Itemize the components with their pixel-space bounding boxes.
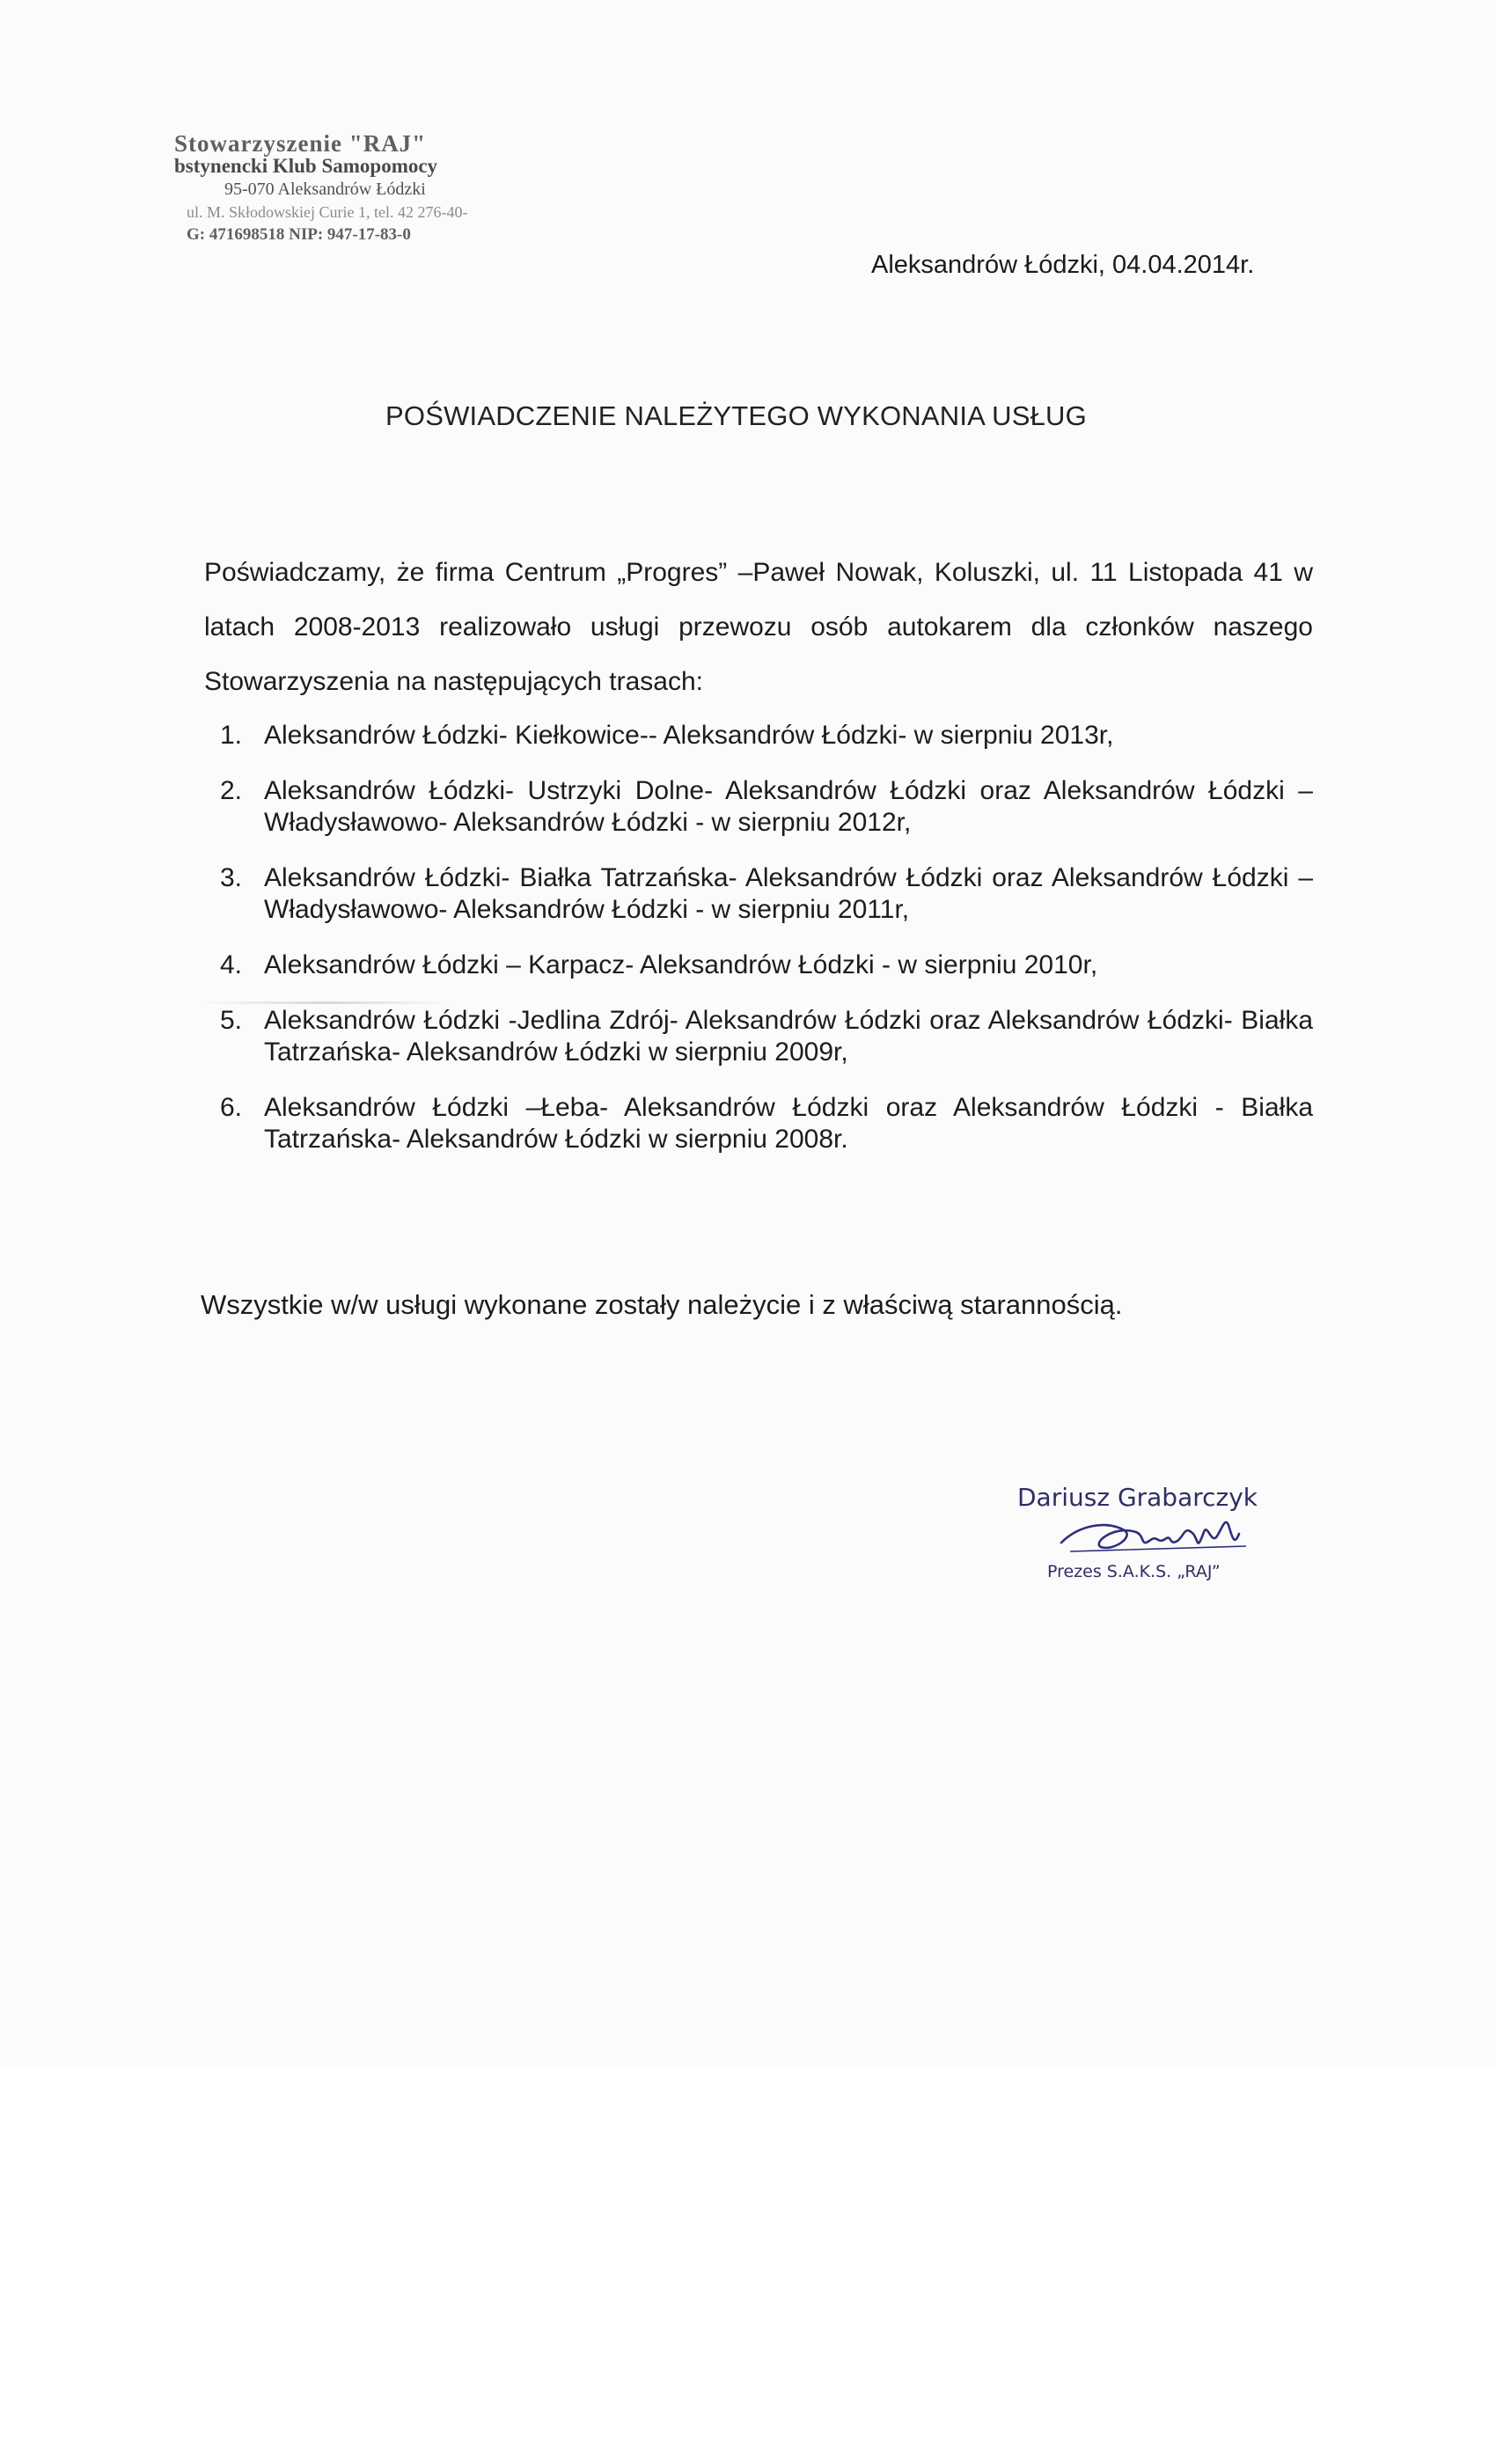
stamp-line-ids: G: 471698518 NIP: 947-17-83-0 [187,225,411,244]
list-item [220,1092,1313,1155]
document-date: Aleksandrów Łódzki, 04.04.2014r. [871,251,1255,279]
closing-statement: Wszystkie w/w usługi wykonane zostały należycie i z właściwą starannością. [201,1289,1123,1320]
stamp-line-club: bstynencki Klub Samopomocy [174,155,438,177]
list-item-number: 6. [220,1093,243,1122]
list-item-text: Aleksandrów Łódzki- Ustrzyki Dolne- Aleksandrów Łódzki oraz Aleksandrów Łódzki –Władysławowo- Aleksandrów Łódzki - w sierpniu 2012r, [264,776,1313,837]
list-item [220,775,1313,839]
list-item-text: Aleksandrów Łódzki- Białka Tatrzańska- Aleksandrów Łódzki oraz Aleksandrów Łódzki –Władysławowo- Aleksandrów Łódzki - w sierpniu 2011r, [264,863,1313,924]
handwritten-signature [1052,1499,1255,1569]
list-item [220,1005,1313,1068]
stamp-line-name: Stowarzyszenie "RAJ" [174,130,427,157]
organization-stamp [174,132,553,246]
signatory-name: Dariusz Grabarczyk [1017,1483,1258,1512]
list-item-number: 4. [220,950,243,979]
list-item-number: 1. [220,721,243,750]
list-item [220,720,1313,752]
list-item [220,950,1313,981]
list-item-text: Aleksandrów Łódzki -Jedlina Zdrój- Aleksandrów Łódzki oraz Aleksandrów Łódzki- Białka Tatrzańska- Aleksandrów Łódzki w sierpniu 2009r, [264,1006,1313,1067]
routes-list [220,720,1313,1179]
list-item-text: Aleksandrów Łódzki- Kiełkowice-- Aleksandrów Łódzki- w sierpniu 2013r, [264,721,1114,750]
document-title: POŚWIADCZENIE NALEŻYTEGO WYKONANIA USŁUG [385,400,1087,431]
stamp-line-postcode: 95-070 Aleksandrów Łódzki [224,180,426,199]
list-item-number: 2. [220,776,243,805]
list-item [220,862,1313,926]
list-item-text: Aleksandrów Łódzki –Łeba- Aleksandrów Łódzki oraz Aleksandrów Łódzki - Białka Tatrzańska- Aleksandrów Łódzki w sierpniu 2008r. [264,1093,1313,1154]
list-item-number: 5. [220,1006,243,1035]
signature-block [1017,1483,1281,1597]
list-item-text: Aleksandrów Łódzki – Karpacz- Aleksandrów Łódzki - w sierpniu 2010r, [264,950,1098,979]
intro-paragraph: Poświadczamy, że firma Centrum „Progres” –Paweł Nowak, Koluszki, ul. 11 Listopada 41 w latach 2008-2013 realizowało usługi przewozu osób autokarem dla członków naszego Stowarzyszenia na następujących trasach: [204,558,1313,696]
stamp-line-address: ul. M. Skłodowskiej Curie 1, tel. 42 276-40- [187,203,468,221]
signatory-role: Prezes S.A.K.S. „RAJ” [1047,1562,1221,1581]
list-item-number: 3. [220,863,243,892]
